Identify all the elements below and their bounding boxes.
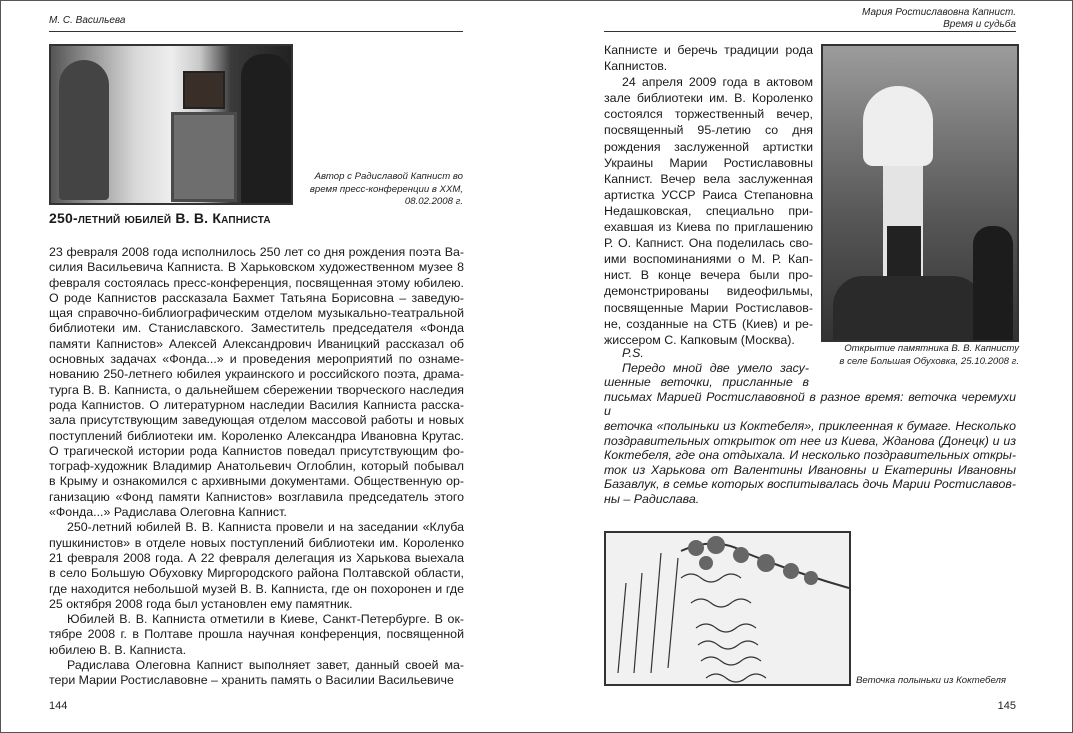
text-line: нист. В конце вечера были про- bbox=[604, 268, 813, 283]
left-page-number: 144 bbox=[49, 700, 68, 712]
text-line: зала присутствующим заведующая отделом массовой работы и новых bbox=[49, 413, 464, 428]
ps-text-line: Коктебеля, где она отдыхала. И несколько поздравительных откры- bbox=[604, 448, 1016, 463]
text-line: Украины Марии Ростиславовны bbox=[604, 155, 813, 170]
text-line: демонстрированы видеофильмы, bbox=[604, 284, 813, 299]
ps-text-line: веточка «полыньки из Коктебеля», приклеенная к бумаге. Несколько bbox=[604, 418, 1016, 433]
left-header-rule bbox=[49, 31, 463, 32]
ps-text bbox=[604, 346, 1016, 507]
text-line: ганизацию «Фонд памяти Капнистов» возглавила председатель этого bbox=[49, 489, 464, 504]
ps-text-line: письмах Марией Ростиславовной в разное время: веточка черемухи и bbox=[604, 389, 1016, 419]
text-line: Р. О. Капнист. Она поделилась сво- bbox=[604, 236, 813, 251]
ps-text-line: шенные веточки, присланные в bbox=[604, 375, 809, 390]
text-line: не, созданные на СТБ (Киев) и ре- bbox=[604, 316, 813, 331]
text-line: Юбилей В. В. Капниста отметили в Киеве, Санкт-Петербурге. В ок- bbox=[67, 612, 464, 627]
text-line: Радислава Олеговна Капнист выполняет завет, данный своей ма- bbox=[67, 658, 464, 673]
ps-text-line: ны – Радислава. bbox=[604, 491, 700, 506]
text-line: посвященные Марии Ростиславов- bbox=[604, 300, 813, 315]
text-line: турга В. В. Капниста, о дальнейшем сбережении творческого наследия bbox=[49, 382, 464, 397]
text-line: рождения заслуженной артистки bbox=[604, 139, 813, 154]
text-line: тябре 2008 г. в Полтаве прошла научная конференция, посвященной bbox=[49, 627, 464, 642]
caption-line: Автор с Радиславой Капнист во bbox=[314, 171, 463, 182]
text-line: ими воспоминаниями о М. Р. Кап- bbox=[604, 252, 813, 267]
text-line: тери Марии Ростиславовне – хранить память о Василии Васильевиче bbox=[49, 673, 454, 688]
text-line: Капнисте и беречь традиции рода bbox=[604, 43, 813, 57]
text-line: тограф-художник Владимир Анатольевич Оглоблин, который побывал bbox=[49, 459, 464, 474]
section-heading: 250-летний юбилей В. В. Капниста bbox=[49, 210, 271, 226]
postcard-handwriting-image bbox=[606, 533, 849, 684]
caption-line: в селе Большая Обуховка, 25.10.2008 г. bbox=[839, 355, 1019, 367]
ps-text-line: Передо мной две умело засу- bbox=[622, 360, 809, 375]
text-line: библиотеки им. Станиславского. Заместитель председателя «Фонда bbox=[49, 321, 464, 336]
text-line: юбилею В. В. Капниста. bbox=[49, 642, 187, 657]
text-line: Капнистов. bbox=[604, 59, 668, 74]
text-line: 24 апреля 2009 года в актовом bbox=[622, 75, 813, 90]
running-head-line: Время и судьба bbox=[943, 18, 1016, 30]
text-line: щая справочно-библиографическим отделом музыкально-театральной bbox=[49, 306, 464, 321]
text-line: Капнист. Вечер вела заслуженная bbox=[604, 171, 813, 186]
text-line: рода Капнистов. О литературном наследии Василия Капниста расска- bbox=[49, 397, 464, 412]
left-photo-caption bbox=[291, 171, 463, 209]
text-line: в село Большую Обуховку Миргородского района Полтавской области, bbox=[49, 566, 464, 581]
right-body-text bbox=[604, 42, 813, 348]
caption-line: время пресс-конференции в ХХМ, bbox=[309, 183, 463, 195]
ps-text-line: Базавлук, в семье которых воспитывалась дочь Марии Ростиславов- bbox=[604, 477, 1016, 492]
text-line: где находится небольшой музей В. В. Капниста, где он похоронен и где bbox=[49, 581, 464, 596]
text-line: артистка УССР Раиса Степановна bbox=[604, 187, 813, 202]
text-line: пушкинистов» в отделе новых поступлений библиотеки им. Короленко bbox=[49, 535, 464, 550]
text-line: состоялся торжественный вечер, bbox=[604, 107, 813, 122]
text-line: основных задачах «Фонда...» и проведения мероприятий по ознаме- bbox=[49, 352, 464, 367]
right-page-number: 145 bbox=[997, 700, 1016, 712]
running-head-line: Мария Ростиславовна Капнист. bbox=[862, 7, 1016, 18]
text-line: ехавшая из Киева по приглашению bbox=[604, 220, 813, 235]
text-line: зале библиотеки им. В. Короленко bbox=[604, 91, 813, 106]
text-line: О роде Капнистов рассказала Бахмет Татьяна Борисовна – заведую- bbox=[49, 290, 464, 305]
text-line: февраля состоялась пресс-конференция, посвященная этому юбилею. bbox=[49, 275, 464, 290]
text-line: в Крыму и ознакомился с архивными документами. Общественную ор- bbox=[49, 474, 464, 489]
text-line: посвященный 95-летию со дня bbox=[604, 123, 813, 138]
text-line: поступлений библиотеки им. Короленко Александра Ивановна Крутас. bbox=[49, 428, 464, 443]
right-running-head bbox=[862, 7, 1016, 30]
ps-label: P.S. bbox=[622, 346, 644, 360]
text-line: жиссером С. Капковым (Москва). bbox=[604, 332, 795, 347]
caption-line: Открытие памятника В. В. Капнисту bbox=[844, 343, 1019, 354]
left-body-text bbox=[49, 245, 464, 689]
press-conference-photo bbox=[49, 44, 293, 205]
caption-line: 08.02.2008 г. bbox=[404, 196, 463, 208]
text-line: 25 октября 2008 года был установлен ему памятник. bbox=[49, 596, 353, 611]
text-line: нованию 250-летнего юбилея украинского и российского поэта, драма- bbox=[49, 367, 464, 382]
right-header-rule bbox=[604, 31, 1016, 32]
left-running-head: М. С. Васильева bbox=[49, 15, 126, 26]
text-line: 23 февраля 2008 года исполнилось 250 лет со дня рождения поэта Ва- bbox=[49, 245, 464, 259]
monument-photo bbox=[821, 44, 1019, 342]
text-line: Недашковская, специально при- bbox=[604, 203, 813, 218]
text-line: 21 февраля 2008 года. А 22 февраля делегация из Харькова выехала bbox=[49, 550, 464, 565]
postcard-wormwood-photo bbox=[604, 531, 851, 686]
ps-text-line: ток из Харькова от Валентины Ивановны и Екатерины Ивановны bbox=[604, 462, 1016, 477]
text-line: памяти Капнистов» Алексей Александрович Иваницкий рассказал об bbox=[49, 336, 464, 351]
postcard-caption: Веточка полыньки из Коктебеля bbox=[856, 675, 1007, 686]
text-line: 250-летний юбилей В. В. Капниста провели и на заседании «Клуба bbox=[67, 520, 464, 535]
ps-text-line: поздравительных открыток от нее из Киева, Жданова (Донецк) и из bbox=[604, 433, 1016, 448]
text-line: силия Васильевича Капниста. В Харьковском художественном музее 8 bbox=[49, 260, 464, 275]
text-line: О трагической истории рода Капнистов поведал присутствующим фо- bbox=[49, 443, 464, 458]
text-line: «Фонда...» Радислава Олеговна Капнист. bbox=[49, 505, 287, 520]
